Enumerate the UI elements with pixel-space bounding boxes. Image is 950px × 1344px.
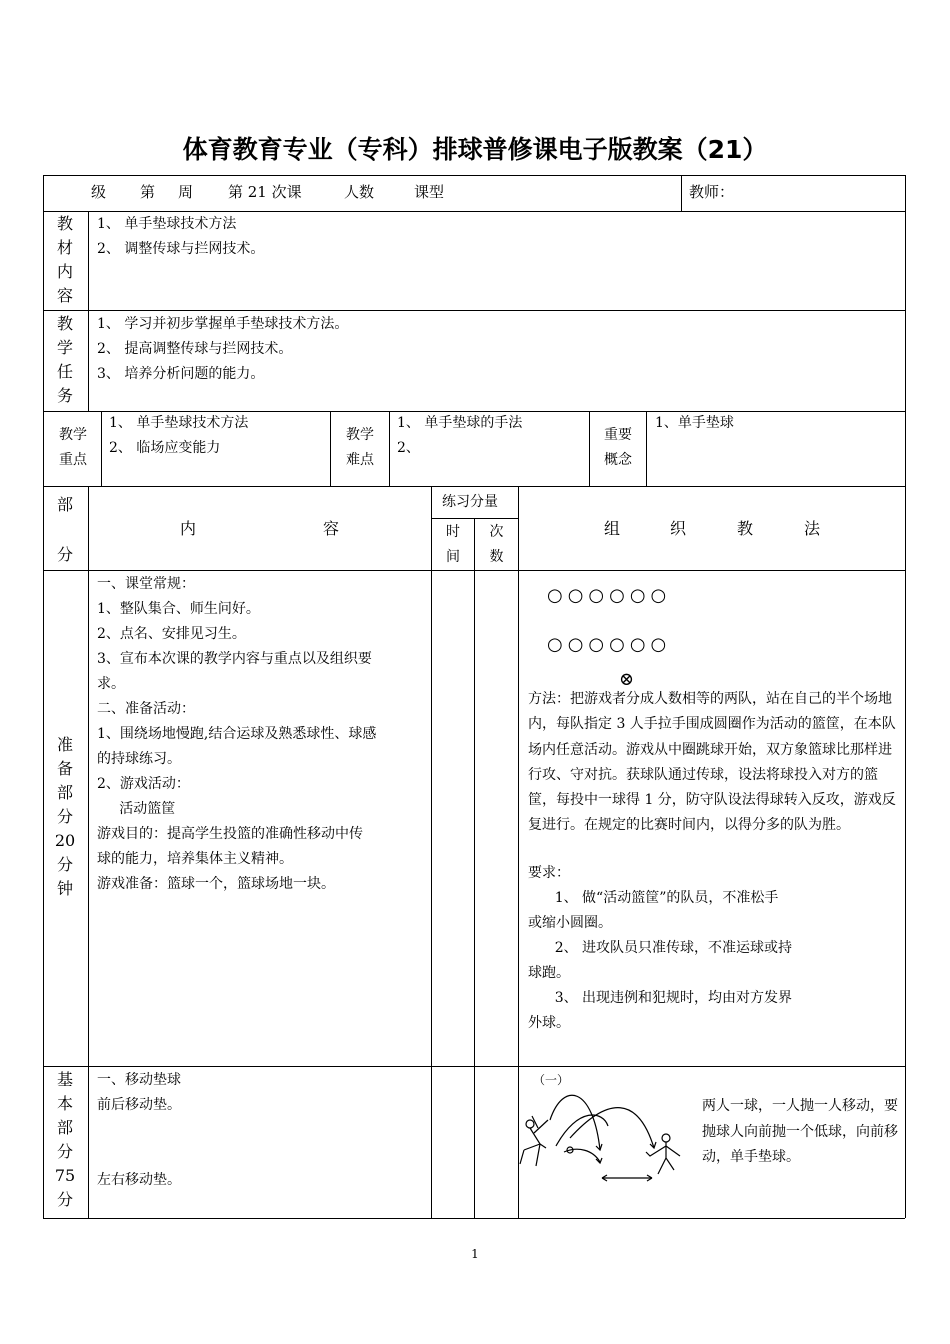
zhongdian-label: 教学 重点 (59, 427, 87, 468)
header-zhou: 周 (178, 183, 194, 201)
content-line: 二、准备活动： (97, 701, 195, 717)
formation-row-1: ○○○○○○ (547, 585, 672, 606)
requirement: 1、 做“活动篮筐”的队员，不准松手 (528, 890, 779, 906)
jiben-line: 前后移动垫。 (97, 1097, 181, 1113)
col-neirong: 内 (180, 519, 197, 538)
content-line: 一、课堂常规： (97, 576, 195, 592)
requirement: 外球。 (528, 1015, 570, 1031)
col-neirong: 容 (323, 519, 340, 538)
requirement: 球跑。 (528, 965, 570, 981)
content-line: 球的能力，培养集体主义精神。 (97, 851, 293, 867)
header-lesson: 第 21 次课 (228, 183, 302, 201)
col-bu: 部 (57, 495, 74, 514)
figure-label: （一） (533, 1073, 570, 1087)
jiaocai-item: 1、 单手垫球技术方法 (97, 216, 237, 232)
col-zuzhi: 法 (804, 519, 821, 538)
zhongdian-item: 1、 单手垫球技术方法 (109, 415, 249, 431)
zhongdian-item: 2、 临场应变能力 (109, 440, 221, 456)
renwu-item: 3、 培养分析问题的能力。 (97, 366, 265, 382)
nandian-item: 2、 (397, 440, 420, 456)
header-kexing: 课型 (414, 183, 445, 201)
renwu-item: 1、 学习并初步掌握单手垫球技术方法。 (97, 316, 349, 332)
content-line: 1、整队集合、师生问好。 (97, 601, 260, 617)
formation-row-2: ○○○○○○ (547, 634, 672, 655)
content-line: 游戏准备：篮球一个，篮球场地一块。 (97, 876, 335, 892)
requirement: 2、 进攻队员只准传球，不准运球或持 (528, 940, 793, 956)
jiaocai-label: 教 材 内 容 (56, 214, 73, 305)
nandian-item: 1、 单手垫球的手法 (397, 415, 523, 431)
gainian-label: 重要 概念 (604, 427, 632, 468)
content-line: 2、点名、安排见习生。 (97, 626, 246, 642)
jiben-line: 一、移动垫球 (97, 1072, 181, 1088)
gainian-item: 1、单手垫球 (655, 415, 734, 431)
renwu-item: 2、 提高调整传球与拦网技术。 (97, 341, 293, 357)
center-mark-icon: ⊗ (619, 669, 635, 690)
jiben-line: 左右移动垫。 (97, 1172, 181, 1188)
drill-description: 两人一球，一人抛一人移动，要抛球人向前抛一个低球，向前移动，单手垫球。 (702, 1098, 898, 1165)
content-line: 游戏目的：提高学生投篮的准确性移动中传 (97, 826, 363, 842)
passing-drill-figure (518, 1086, 698, 1196)
jiben-label: 基 本 部 分 75 分 (54, 1070, 76, 1209)
col-shijian: 时 间 (446, 524, 460, 565)
col-fen: 分 (57, 545, 74, 564)
content-line: 3、宣布本次课的教学内容与重点以及组织要 (97, 651, 372, 667)
header-teacher: 教师： (689, 183, 735, 201)
content-line: 的持球练习。 (97, 751, 181, 767)
header-ji: 级 (91, 183, 107, 201)
renwu-label: 教 学 任 务 (56, 314, 73, 405)
requirement: 3、 出现违例和犯规时，均由对方发界 (528, 990, 793, 1006)
col-cishu: 次 数 (489, 524, 504, 565)
header-renshu: 人数 (344, 183, 375, 201)
header-di: 第 (140, 183, 156, 201)
requirement: 或缩小圆圈。 (528, 915, 612, 931)
nandian-label: 教学 难点 (346, 427, 374, 468)
method-text: 方法：把游戏者分成人数相等的两队，站在自己的半个场地内，每队指定 3 人手拉手围成圆圈作为活动的篮筐，在本队场内任意活动。游戏从中圈跳球开始，双方象篮球比那样进行攻、守对抗。获球队通过传球，设法将球投入对方的篮筐，每投中一球得 1 分，防守队设法得球转入反攻，游戏反复进行。在规定的比赛时间内，以得分多的队为胜。 (528, 691, 896, 834)
content-line: 2、游戏活动： (97, 776, 190, 792)
jiaocai-item: 2、 调整传球与拦网技术。 (97, 241, 265, 257)
content-line: 活动篮筐 (97, 801, 176, 817)
requirements-title: 要求： (528, 865, 570, 881)
page-title: 体育教育专业（专科）排球普修课电子版教案（21） (182, 135, 768, 164)
content-line: 1、围绕场地慢跑,结合运球及熟悉球性、球感 (97, 726, 377, 742)
page-number: 1 (471, 1247, 479, 1261)
col-zuzhi: 组 (604, 519, 621, 538)
col-zuzhi: 教 (737, 519, 754, 538)
zhunbei-label: 准 备 部 分 20 分 钟 (54, 735, 76, 898)
col-zuzhi: 织 (670, 519, 687, 538)
content-line: 求。 (97, 676, 125, 692)
col-lianxi: 练习分量 (442, 494, 498, 510)
